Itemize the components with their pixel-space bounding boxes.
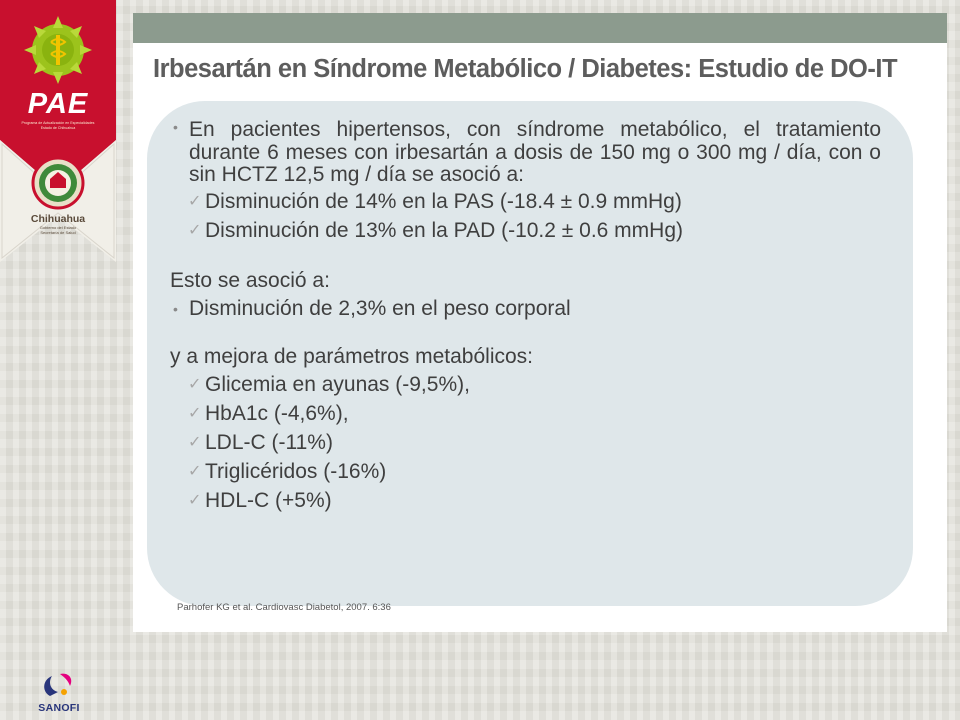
slide-content [170,119,881,519]
metabolic-result-text: Glicemia en ayunas (-9,5%), [205,372,470,396]
pae-logo-subtitle-2: Estado de Chihuahua [40,126,76,130]
intro-bullet [170,119,881,187]
metabolic-result-item [170,432,881,461]
bp-result-text: Disminución de 13% en la PAD (-10.2 ± 0.6 mmHg) [205,218,683,242]
logo-ribbon [0,0,116,268]
intro-text: En pacientes hipertensos, con síndrome metabólico, el tratamiento durante 6 meses con irbesartán a dosis de 150 mg o 300 mg / día, con o sin HCTZ 12,5 mg / día se asoció a: [189,118,881,186]
metabolic-result-item [170,374,881,403]
pae-logo-subtitle: Programa de Actualización en Especialidades [21,121,95,125]
check-icon: ✓ [188,404,202,422]
bullet-icon: • [173,119,178,135]
check-icon: ✓ [188,462,202,480]
bp-result-item [170,191,881,220]
metabolic-result-text: Triglicéridos (-16%) [205,459,387,483]
metabolic-result-text: HbA1c (-4,6%), [205,401,349,425]
slide-title: Irbesartán en Síndrome Metabólico / Diabetes: Estudio de DO-IT [153,55,898,83]
bp-result-text: Disminución de 14% en la PAS (-18.4 ± 0.9 mmHg) [205,189,682,213]
sanofi-logo [30,668,88,714]
sanofi-bird-icon [30,668,88,702]
metabolic-result-item [170,490,881,519]
metabolic-result-item [170,403,881,432]
check-icon: ✓ [188,375,202,393]
slide [133,13,947,632]
check-icon: ✓ [188,491,202,509]
chihuahua-subtitle-line-1: Gobierno del Estado [39,225,77,230]
check-icon: ✓ [188,221,202,239]
chihuahua-logo-subtitle [6,226,110,235]
weight-result-text: Disminución de 2,3% en el peso corporal [189,296,571,320]
weight-heading: Esto se asoció a: [170,268,330,292]
chihuahua-subtitle-line-2: Secretaría de Salud [40,229,76,235]
title-bar [133,13,947,43]
metabolic-result-text: LDL-C (-11%) [205,430,333,454]
sanofi-logo-text: SANOFI [38,702,80,714]
citation: Parhofer KG et al. Cardiovasc Diabetol, 2007. 6:36 [177,602,391,613]
weight-bullet [170,298,881,320]
metabolic-heading: y a mejora de parámetros metabólicos: [170,344,533,368]
bp-result-item [170,220,881,249]
check-icon: ✓ [188,192,202,210]
check-icon: ✓ [188,433,202,451]
pae-logo-text: PAE [27,88,89,120]
chihuahua-logo-text: Chihuahua [30,213,86,225]
metabolic-result-text: HDL-C (+5%) [205,488,332,512]
metabolic-result-item [170,461,881,490]
bullet-icon: • [173,300,178,317]
